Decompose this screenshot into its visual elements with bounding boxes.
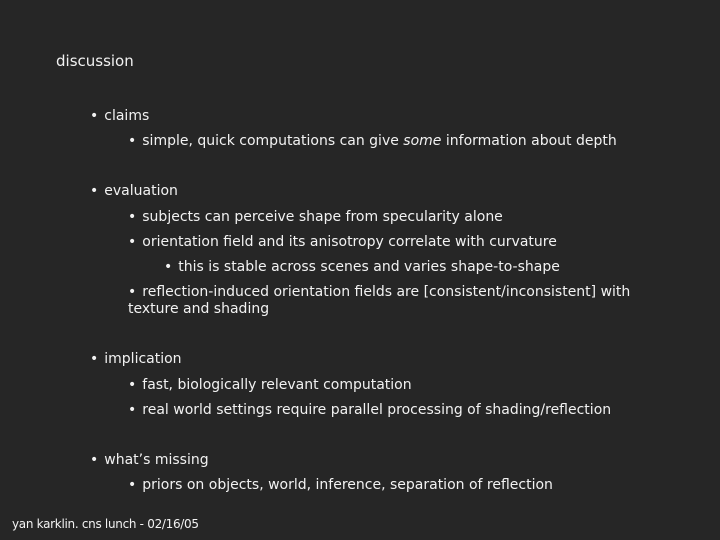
- bullet-icon: •: [128, 284, 137, 300]
- bullet-icon: •: [164, 259, 173, 275]
- bullet-icon: •: [90, 351, 99, 367]
- bullet-text: reflection-induced orientation fields are [consistent/inconsistent] with texture and shading: [128, 284, 631, 317]
- bullet-text: fast, biologically relevant computation: [142, 377, 412, 393]
- bullet-icon: •: [128, 477, 137, 493]
- bullet-orientation-field: [128, 234, 557, 251]
- bullet-text: orientation field and its anisotropy correlate with curvature: [142, 234, 557, 250]
- bullet-priors: [128, 477, 553, 494]
- bullet-label: what’s missing: [104, 452, 209, 468]
- bullet-label: evaluation: [104, 183, 178, 199]
- bullet-evaluation: [90, 183, 178, 200]
- bullet-label: implication: [104, 351, 182, 367]
- bullet-text: information about depth: [441, 133, 617, 149]
- bullet-label: claims: [104, 108, 150, 124]
- bullet-text: priors on objects, world, inference, separation of reflection: [142, 477, 553, 493]
- slide-title: discussion: [56, 52, 134, 70]
- bullet-text: this is stable across scenes and varies shape-to-shape: [178, 259, 560, 275]
- bullet-simple-computations: [128, 133, 617, 150]
- bullet-reflection-induced: [128, 284, 648, 318]
- bullet-icon: •: [128, 209, 137, 225]
- bullet-text: simple, quick computations can give: [142, 133, 404, 149]
- bullet-specularity: [128, 209, 503, 226]
- bullet-icon: •: [128, 402, 137, 418]
- bullet-text: real world settings require parallel processing of shading/reflection: [142, 402, 612, 418]
- bullet-implication: [90, 351, 182, 368]
- bullet-icon: •: [128, 133, 137, 149]
- slide-footer: yan karklin. cns lunch - 02/16/05: [12, 517, 199, 531]
- bullet-icon: •: [128, 234, 137, 250]
- bullet-whats-missing: [90, 452, 209, 469]
- bullet-stable: [164, 259, 560, 276]
- bullet-icon: •: [90, 183, 99, 199]
- bullet-icon: •: [90, 452, 99, 468]
- emphasis-text: some: [403, 133, 442, 149]
- bullet-icon: •: [90, 108, 99, 124]
- bullet-fast-computation: [128, 377, 412, 394]
- bullet-icon: •: [128, 377, 137, 393]
- bullet-parallel-processing: [128, 402, 611, 419]
- bullet-text: subjects can perceive shape from specularity alone: [142, 209, 503, 225]
- bullet-claims: [90, 108, 149, 125]
